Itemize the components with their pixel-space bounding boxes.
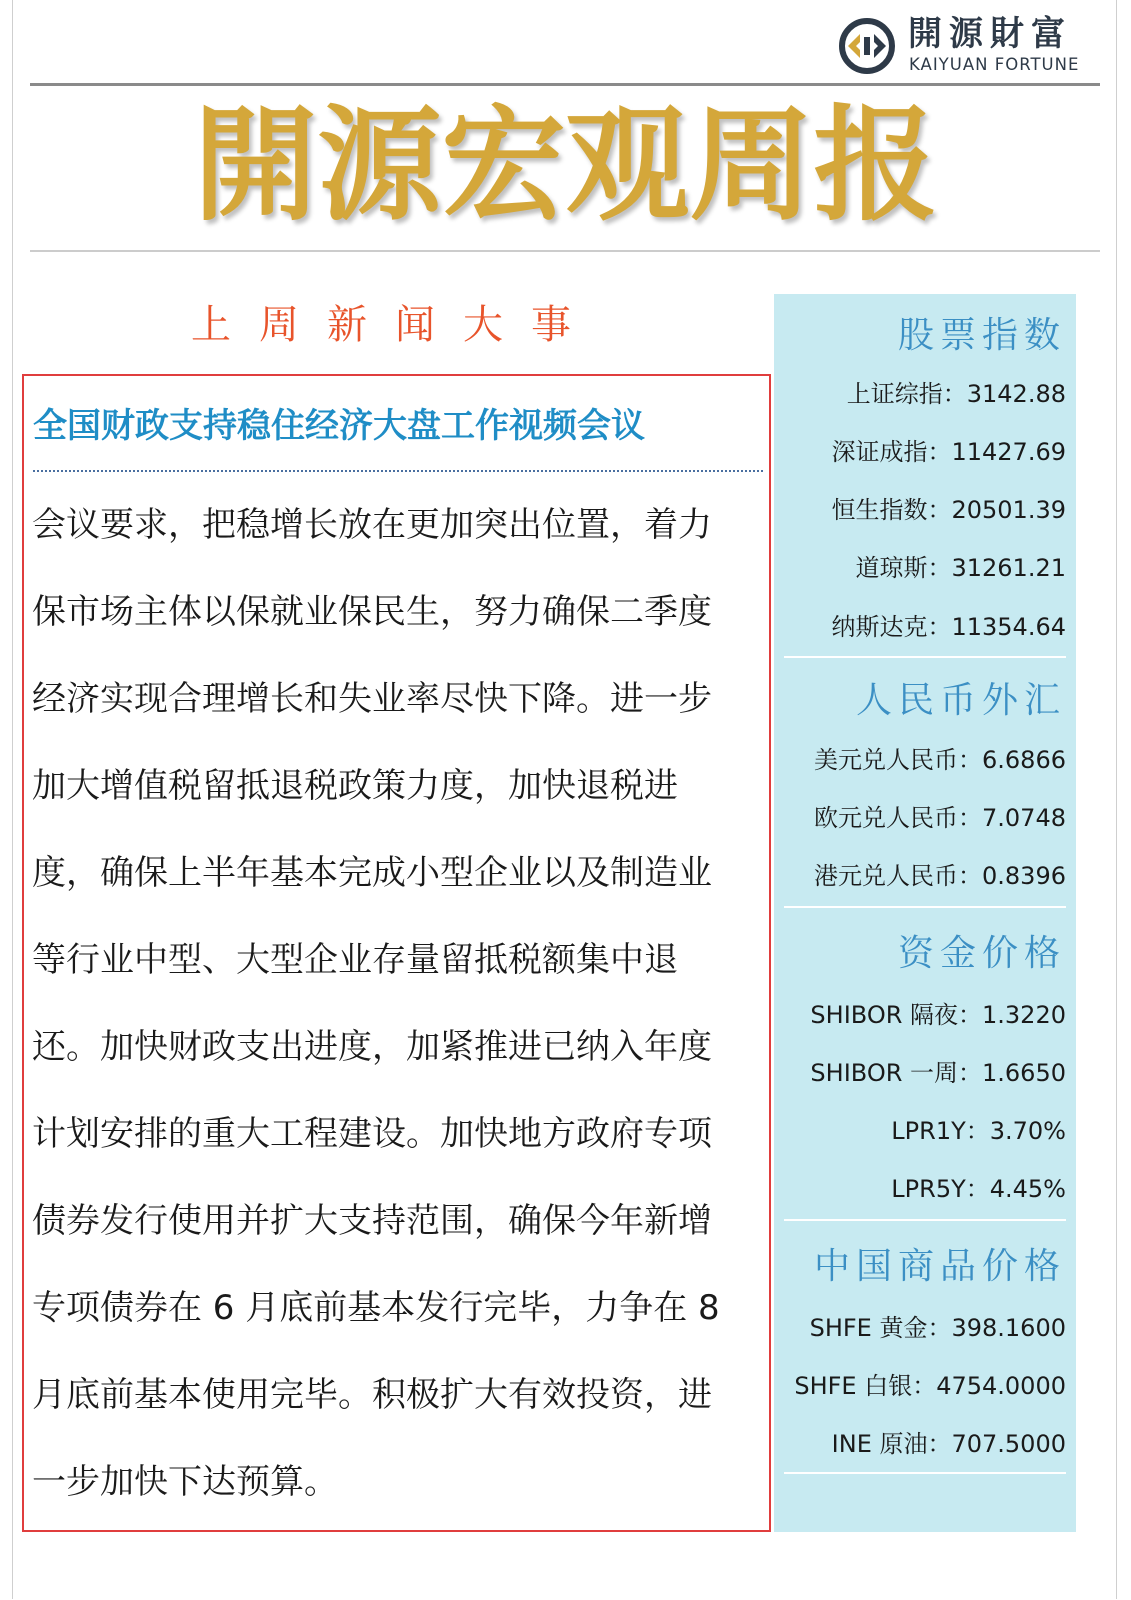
news-body-line: 专项债券在 6 月底前基本发行完毕，力争在 8: [32, 1288, 720, 1328]
market-sidebar: [774, 294, 1076, 1532]
news-body-line: 计划安排的重大工程建设。加快地方政府专项: [32, 1114, 712, 1154]
funds-row-shibor-1w: SHIBOR 一周：1.6650: [810, 1059, 1066, 1087]
funds-row-lpr5y: LPR5Y：4.45%: [891, 1175, 1066, 1203]
title-rule: [30, 250, 1100, 252]
news-body-line: 经济实现合理增长和失业率尽快下降。进一步: [32, 679, 712, 719]
sidebar-divider: [784, 1219, 1066, 1221]
funds-row-lpr1y: LPR1Y：3.70%: [891, 1117, 1066, 1145]
commodity-row-silver: SHFE 白银：4754.0000: [794, 1372, 1066, 1400]
kaiyuan-logo-icon: [838, 17, 896, 75]
brand-name-en: KAIYUAN FORTUNE: [909, 55, 1080, 74]
fx-row-eur: 欧元兑人民币：7.0748: [814, 804, 1066, 832]
news-body: [32, 482, 764, 1526]
news-body-line: 月底前基本使用完毕。积极扩大有效投资，进: [32, 1375, 712, 1415]
news-body-line: 还。加快财政支出进度，加紧推进已纳入年度: [32, 1027, 712, 1067]
stock-index-heading: 股票指数: [897, 315, 1066, 356]
news-headline: 全国财政支持稳住经济大盘工作视频会议: [33, 406, 645, 446]
news-body-line: 等行业中型、大型企业存量留抵税额集中退: [32, 940, 678, 980]
news-body-line: 保市场主体以保就业保民生，努力确保二季度: [32, 592, 712, 632]
report-title: 開源宏观周报: [193, 93, 938, 238]
news-body-line: 一步加快下达预算。: [32, 1462, 338, 1502]
header-rule: [30, 83, 1100, 86]
news-section-title: 上周新闻大事: [191, 302, 599, 348]
brand-logo: [838, 14, 1103, 80]
fx-row-hkd: 港元兑人民币：0.8396: [814, 862, 1066, 890]
stock-row-szse: 深证成指：11427.69: [831, 438, 1066, 466]
commodity-row-crude: INE 原油：707.5000: [831, 1430, 1066, 1458]
funds-heading: 资金价格: [897, 933, 1066, 974]
fx-heading: 人民币外汇: [855, 680, 1066, 721]
fx-row-usd: 美元兑人民币：6.6866: [814, 746, 1066, 774]
headline-divider: [33, 470, 763, 472]
stock-row-dow: 道琼斯：31261.21: [855, 554, 1066, 582]
stock-row-nasdaq: 纳斯达克：11354.64: [831, 613, 1066, 641]
commodity-heading: 中国商品价格: [813, 1246, 1066, 1287]
sidebar-divider: [784, 656, 1066, 658]
funds-row-shibor-on: SHIBOR 隔夜：1.3220: [810, 1001, 1066, 1029]
sidebar-divider: [784, 1472, 1066, 1474]
news-body-line: 加大增值税留抵退税政策力度，加快退税进: [32, 766, 678, 806]
commodity-row-gold: SHFE 黄金：398.1600: [809, 1314, 1066, 1342]
news-body-line: 度，确保上半年基本完成小型企业以及制造业: [32, 853, 712, 893]
news-body-line: 会议要求，把稳增长放在更加突出位置，着力: [32, 505, 712, 545]
stock-row-hsi: 恒生指数：20501.39: [831, 496, 1066, 524]
sidebar-divider: [784, 906, 1066, 908]
news-box: [22, 374, 771, 1532]
brand-name-cn: 開源財富: [908, 14, 1072, 54]
stock-row-sse: 上证综指：3142.88: [846, 380, 1066, 408]
news-body-line: 债券发行使用并扩大支持范围，确保今年新增: [32, 1201, 712, 1241]
